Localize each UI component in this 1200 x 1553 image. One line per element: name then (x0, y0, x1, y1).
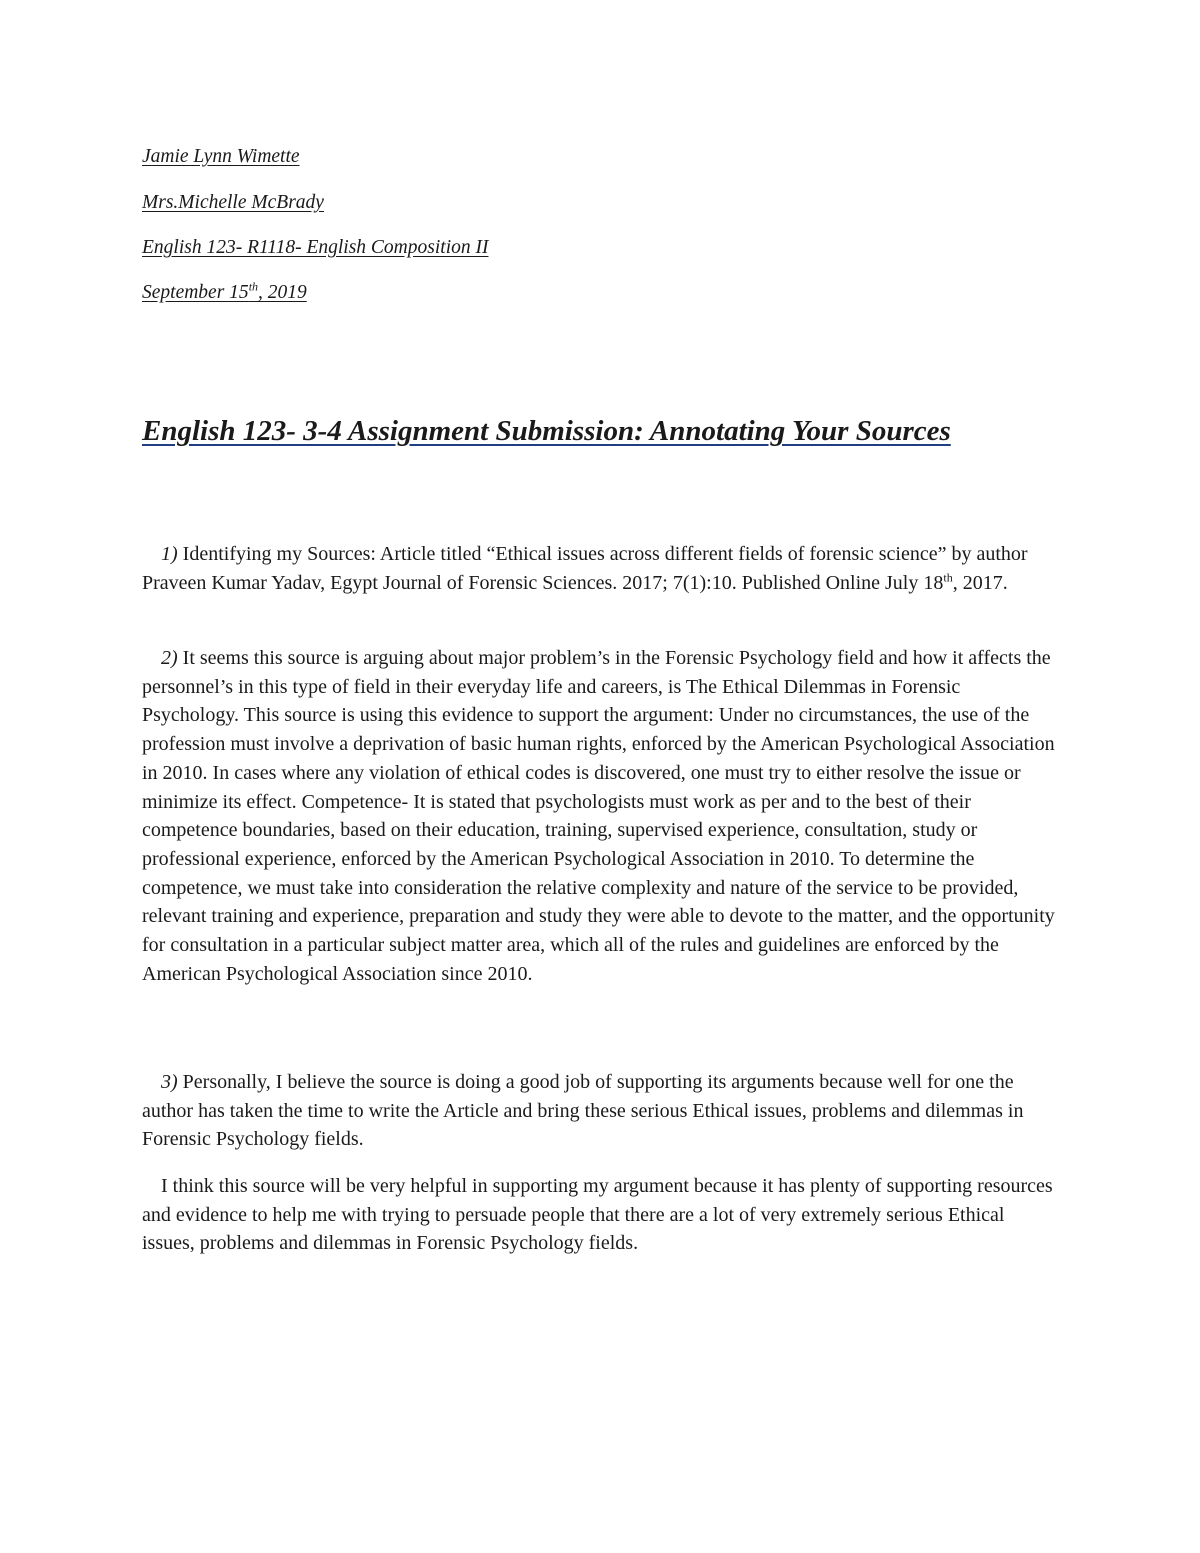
paragraph-3 (142, 1068, 1062, 1154)
document-title (142, 416, 1052, 448)
paragraph-2 (142, 644, 1062, 988)
paragraph-text-end: , 2017. (952, 571, 1008, 594)
paragraph-text: It seems this source is arguing about major problem’s in the Forensic Psychology field and how it affects the personnel’s in this type of field in their everyday life and careers, is The Ethical Dilemmas in Forensic Psychology. This source is using this evidence to support the argument: Under no circumstances, the use of the profession must involve a deprivation of basic human rights, enforced by the American Psychological Association in 2010. In cases where any violation of ethical codes is discovered, one must try to either resolve the issue or minimize its effect. Competence- It is stated that psychologists must work as per and to the best of their competence boundaries, based on their education, training, supervised experience, consultation, study or professional experience, enforced by the American Psychological Association in 2010. To determine the competence, we must take into consideration the relative complexity and nature of the service to be provided, relevant training and experience, preparation and study they were able to devote to the matter, and the opportunity for consultation in a particular subject matter area, which all of the rules and guidelines are enforced by the American Psychological Association since 2010. (142, 647, 1055, 985)
instructor-name: Mrs.Michelle McBrady (142, 192, 324, 213)
submission-date (142, 279, 307, 303)
date-suffix: , 2019 (258, 282, 307, 303)
paragraph-4 (142, 1172, 1062, 1258)
paragraph-number: 3) (161, 1071, 178, 1093)
title-text: English 123- 3-4 Assignment Submission: Annotating Your Sources (142, 415, 951, 447)
paragraph-superscript: th (943, 570, 953, 585)
paragraph-text: Identifying my Sources: Article titled “Ethical issues across different fields of forensic science” by author Praveen Kumar Yadav, Egypt Journal of Forensic Sciences. 2017; 7(1):10. Published Online July 18 (142, 543, 1028, 594)
paragraph-text: Personally, I believe the source is doing a good job of supporting its arguments because well for one the author has taken the time to write the Article and bring these serious Ethical issues, problems and dilemmas in Forensic Psychology fields. (142, 1071, 1024, 1151)
paragraph-text: I think this source will be very helpful in supporting my argument because it has plenty of supporting resources and evidence to help me with trying to persuade people that there are a lot of very extremely serious Ethical issues, problems and dilemmas in Forensic Psychology fields. (142, 1175, 1053, 1255)
course-name: English 123- R1118- English Composition II (142, 237, 489, 258)
paragraph-number: 1) (161, 543, 178, 565)
paragraph-1 (142, 540, 1062, 597)
paragraph-number: 2) (161, 647, 178, 669)
date-superscript: th (248, 279, 259, 294)
date-prefix: September 15 (142, 282, 249, 303)
author-name: Jamie Lynn Wimette (142, 146, 300, 167)
